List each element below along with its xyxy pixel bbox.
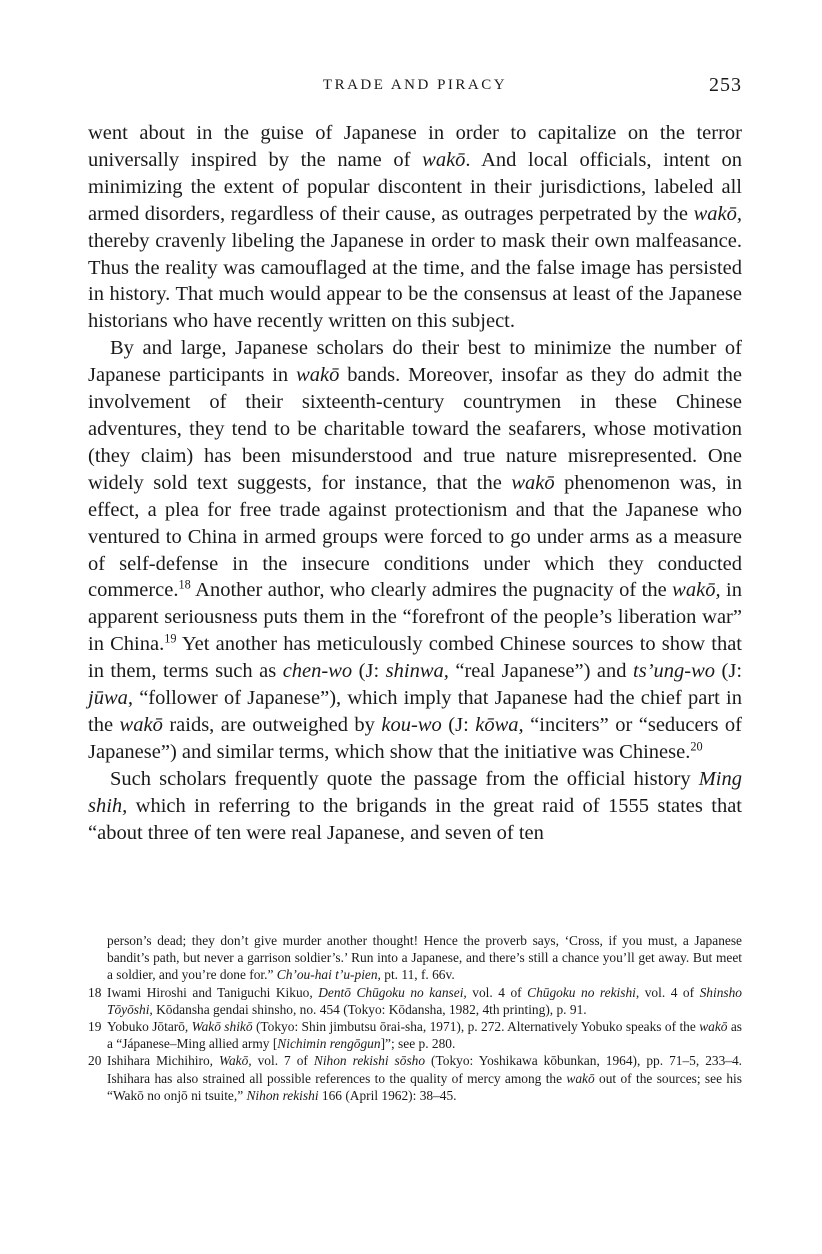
footnotes <box>88 932 742 1104</box>
italic-text: wakō, <box>672 579 721 602</box>
text-run: Such scholars frequently quote the passage from the official history <box>110 767 699 790</box>
italic-text: chen-wo <box>282 660 353 683</box>
text-run: bands. Moreover, insofar as they do admit the involvement of their sixteenth-century countrymen in these Chinese adventures, they tend to be charitable toward the seafarers, whose motivation (they claim) has been misunderstood and true nature misrepresented. One widely sold text suggests, for instance, that the <box>88 364 742 494</box>
italic-text: jūwa, <box>88 687 133 710</box>
running-head <box>88 74 742 98</box>
italic-text: Wakō, <box>219 1053 252 1069</box>
italic-text: wakō <box>422 148 466 171</box>
footnote-ref: 19 <box>164 631 177 646</box>
text-run: vol. 7 of <box>251 1053 314 1069</box>
text-run: went about in the guise of Japanese in order to capitalize on the terror universally inspired by the name of <box>88 122 742 171</box>
italic-text: Shinsho Tōyōshi, <box>107 984 742 1017</box>
text-run: 166 (April 1962): 38–45. <box>318 1087 457 1103</box>
italic-text: Nihon rekishi sōsho <box>313 1053 426 1069</box>
text-run: vol. 4 of <box>639 984 700 1000</box>
paragraph <box>88 120 742 335</box>
text-run: “real Japanese”) and <box>448 660 634 683</box>
text-run: (J: <box>352 660 386 683</box>
running-head-title: TRADE AND PIRACY <box>322 77 508 93</box>
text-run: (J: <box>715 660 743 683</box>
text-run: “inciters” or “seducers of Japanese”) and similar terms, which show that the initiative was Chinese. <box>88 713 742 763</box>
text-run: Ishihara Michihiro, <box>107 1053 220 1069</box>
text-run: (J: <box>441 713 476 736</box>
italic-text: Ch’ou-hai t’u-pien, <box>276 967 381 983</box>
footnote-20 <box>88 1052 742 1104</box>
footnote-text <box>107 1053 742 1102</box>
footnote-ref: 18 <box>178 578 191 593</box>
text-run: as a “Jápanese–Ming allied army [ <box>107 1019 742 1052</box>
italic-text: Nichimin rengōgun <box>277 1036 381 1052</box>
footnote-18 <box>88 984 742 1018</box>
italic-text: Ming shih, <box>88 767 742 817</box>
text-run: thereby cravenly libeling the Japanese in order to mask their own malfeasance. Thus the reality was camouflaged at the time, and the false image has persisted in history. That much would appear to be the consensus at least of the Japanese historians who have recently written on this subject. <box>88 229 742 333</box>
italic-text: wakō <box>566 1070 595 1086</box>
italic-text: wakō <box>296 364 340 387</box>
footnote-text <box>107 1019 742 1051</box>
text-run: person’s dead; they don’t give murder another thought! Hence the proverb says, ‘Cross, if you must, a Japanese bandit’s path, but never a garrison soldier’s.’ Run into a Japanese, and there’s still a chance you’ll get away. But meet a soldier, and you’re done for.” <box>107 933 742 983</box>
italic-text: Dentō Chūgoku no kansei, <box>318 984 467 1000</box>
footnote-text <box>107 985 742 1017</box>
text-run: out of the sources; see his “Wakō no onjō ni tsuite,” <box>107 1070 742 1103</box>
footnote-number: 19 <box>88 1019 102 1035</box>
text-run: ]”; see p. 280. <box>380 1036 456 1052</box>
footnote-19 <box>88 1018 742 1052</box>
footnote-number: 18 <box>88 984 102 1000</box>
text-run: (Tokyo: Yoshikawa kōbunkan, 1964), pp. 71–5, 233–4. Ishihara has also strained all possible references to the quality of mercy among the <box>107 1053 743 1086</box>
footnote-continuation <box>88 932 742 984</box>
text-run: . And local officials, intent on minimizing the extent of popular discontent in their jurisdictions, labeled all armed disorders, regardless of their cause, as outrages perpetrated by the <box>88 148 742 225</box>
italic-text: Nihon rekishi <box>246 1087 319 1103</box>
text-run: pt. 11, f. 66v. <box>380 967 455 983</box>
footnote-number: 20 <box>88 1053 102 1069</box>
text-run: in apparent seriousness puts them in the “forefront of the people’s liberation war” in China. <box>88 579 742 656</box>
text-run: “follower of Japanese”), which imply that Japanese had the chief part in the <box>88 687 742 736</box>
italic-text: shinwa, <box>385 660 449 683</box>
text-run: Yet another has meticulously combed Chinese sources to show that in them, terms such as <box>88 633 742 683</box>
text-run: By and large, Japanese scholars do their best to minimize the number of Japanese participants in <box>88 337 742 387</box>
italic-text: Chūgoku no rekishi, <box>527 984 640 1000</box>
paragraph <box>88 766 742 847</box>
text-run: Kōdansha gendai shinsho, no. 454 (Tokyo: Kōdansha, 1982, 4th printing), p. 91. <box>152 1001 587 1017</box>
italic-text: wakō <box>511 471 555 494</box>
italic-text: wakō <box>699 1019 728 1035</box>
italic-text: ts’ung-wo <box>633 660 716 683</box>
main-text <box>88 120 742 846</box>
text-run: (Tokyo: Shin jimbutsu ōrai-sha, 1971), p. 272. Alternatively Yobuko speaks of the <box>252 1019 700 1035</box>
text-run: phenomenon was, in effect, a plea for free trade against protectionism and that the Japanese who ventured to China in armed groups were forced to go under arms as a measure of self-defense in the insecure conditions under which they conducted commerce. <box>88 471 742 602</box>
text-run: which in referring to the brigands in the great raid of 1555 states that “about three of ten were real Japanese, and seven of ten <box>88 794 742 844</box>
page-number: 253 <box>709 74 742 96</box>
footnote-ref: 20 <box>690 739 703 754</box>
text-run: raids, are outweighed by <box>162 713 382 736</box>
paragraph <box>88 335 742 766</box>
text-run: Yobuko Jōtarō, <box>107 1019 192 1035</box>
italic-text: Wakō shikō <box>191 1019 253 1035</box>
italic-text: wakō, <box>693 202 742 225</box>
italic-text: kōwa, <box>475 713 524 736</box>
italic-text: kou-wo <box>381 713 442 736</box>
text-run: Another author, who clearly admires the pugnacity of the <box>190 579 673 602</box>
text-run: vol. 4 of <box>466 984 528 1000</box>
text-run: Iwami Hiroshi and Taniguchi Kikuo, <box>107 984 319 1000</box>
italic-text: wakō <box>119 713 163 736</box>
